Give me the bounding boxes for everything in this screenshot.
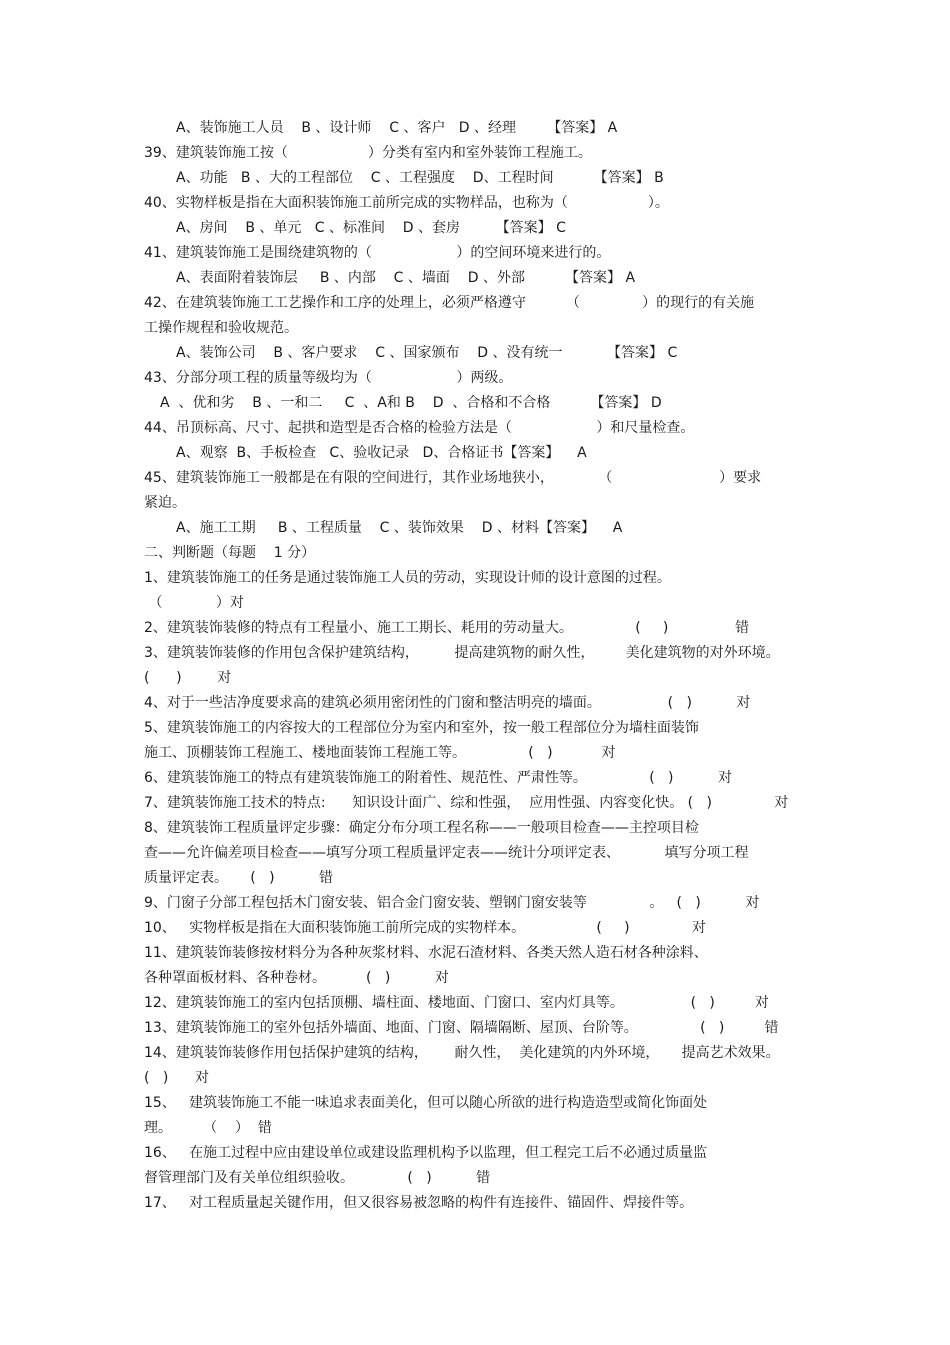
option-line-45: A、施工工期 B 、工程质量 C 、装饰效果 D 、材料【答案】 A <box>176 520 623 536</box>
tf-item-10: 10、 实物样板是指在大面积装饰施工前所完成的实物样本。 ( ) 对 <box>144 920 706 936</box>
tf-item-16-cont: 督管理部门及有关单位组织验收。 ( ) 错 <box>144 1170 491 1186</box>
tf-item-16: 16、 在施工过程中应由建设单位或建设监理机构予以监理，但工程完工后不必通过质量监 <box>144 1145 708 1161</box>
tf-item-14-answer: ( ) 对 <box>144 1070 209 1086</box>
question-39: 39、建筑装饰施工按（ ）分类有室内和室外装饰工程施工。 <box>144 145 592 161</box>
option-line-41: A、表面附着装饰层 B 、内部 C 、墙面 D 、外部 【答案】 A <box>176 270 636 286</box>
question-45-cont: 紧迫。 <box>144 495 186 511</box>
tf-item-3-answer: ( ) 对 <box>144 670 232 686</box>
option-line-38: A、装饰施工人员 B 、设计师 C 、客户 D 、经理 【答案】 A <box>176 120 618 136</box>
option-line-43: A 、优和劣 B 、一和二 C 、A和 B D 、合格和不合格 【答案】 D <box>160 395 662 411</box>
question-43: 43、分部分项工程的质量等级均为（ ）两级。 <box>144 370 513 386</box>
question-45: 45、建筑装饰施工一般都是在有限的空间进行，其作业场地狭小， （ ）要求 <box>144 470 762 486</box>
tf-item-1: 1、建筑装饰施工的任务是通过装饰施工人员的劳动，实现设计师的设计意图的过程。 <box>144 570 671 586</box>
tf-item-8: 8、建筑装饰工程质量评定步骤：确定分布分项工程名称——一般项目检查——主控项目检 <box>144 820 699 836</box>
tf-item-1-answer: （ ）对 <box>144 595 244 611</box>
tf-item-8-answer: 质量评定表。 ( ) 错 <box>144 870 334 886</box>
question-44: 44、吊顶标高、尺寸、起拱和造型是否合格的检验方法是（ ）和尺量检查。 <box>144 420 695 436</box>
tf-item-7: 7、建筑装饰施工技术的特点: 知识设计面广、综和性强， 应用性强、内容变化快。 ( ) 对 <box>144 795 789 811</box>
tf-item-17: 17、 对工程质量起关键作用，但又很容易被忽略的构件有连接件、锚固件、焊接件等。 <box>144 1195 694 1211</box>
tf-item-5: 5、建筑装饰施工的内容按大的工程部位分为室内和室外，按一般工程部位分为墙柱面装饰 <box>144 720 699 736</box>
tf-item-4: 4、对于一些洁净度要求高的建筑必须用密闭性的门窗和整洁明亮的墙面。 ( ) 对 <box>144 695 751 711</box>
tf-item-11-cont: 各种罩面板材料、各种卷材。 ( ) 对 <box>144 970 449 986</box>
option-line-40: A、房间 B 、单元 C 、标准间 D 、套房 【答案】 C <box>176 220 566 236</box>
option-line-39: A、功能 B 、大的工程部位 C 、工程强度 D、工程时间 【答案】 B <box>176 170 664 186</box>
question-42-cont: 工操作规程和验收规范。 <box>144 320 298 336</box>
tf-item-9: 9、门窗子分部工程包括木门窗安装、铝合金门窗安装、塑钢门窗安装等 。 ( ) 对 <box>144 895 760 911</box>
tf-item-5-cont: 施工、顶棚装饰工程施工、楼地面装饰工程施工等。 ( ) 对 <box>144 745 616 761</box>
tf-item-6: 6、建筑装饰施工的特点有建筑装饰施工的附着性、规范性、严肃性等。 ( ) 对 <box>144 770 732 786</box>
section-heading: 二、判断题（每题 1 分） <box>144 545 316 561</box>
tf-item-3: 3、建筑装饰装修的作用包含保护建筑结构， 提高建筑物的耐久性， 美化建筑物的对外环境。 <box>144 645 780 661</box>
tf-item-15: 15、 建筑装饰施工不能一味追求表面美化，但可以随心所欲的进行构造造型或简化饰面处 <box>144 1095 708 1111</box>
option-line-42: A、装饰公司 B 、客户要求 C 、国家颁布 D 、没有统一 【答案】 C <box>176 345 678 361</box>
tf-item-8-cont: 查——允许偏差项目检查——填写分项工程质量评定表——统计分项评定表、 填写分项工程 <box>144 845 749 861</box>
question-42: 42、在建筑装饰施工工艺操作和工序的处理上，必须严格遵守 （ ）的现行的有关施 <box>144 295 755 311</box>
tf-item-12: 12、建筑装饰施工的室内包括顶棚、墙柱面、楼地面、门窗口、室内灯具等。 ( ) 对 <box>144 995 769 1011</box>
tf-item-14: 14、建筑装饰装修作用包括保护建筑的结构， 耐久性， 美化建筑的内外环境， 提高艺术效果。 <box>144 1045 780 1061</box>
tf-item-11: 11、建筑装饰装修按材料分为各种灰浆材料、水泥石渣材料、各类天然人造石材各种涂料、 <box>144 945 708 961</box>
question-41: 41、建筑装饰施工是围绕建筑物的（ ）的空间环境来进行的。 <box>144 245 611 261</box>
tf-item-13: 13、建筑装饰施工的室外包括外墙面、地面、门窗、隔墙隔断、屋顶、台阶等。 ( ) 错 <box>144 1020 779 1036</box>
tf-item-15-cont: 理。 （ ） 错 <box>144 1120 272 1136</box>
tf-item-2: 2、建筑装饰装修的特点有工程量小、施工工期长、耗用的劳动量大。 ( ) 错 <box>144 620 750 636</box>
option-line-44: A、观察 B、手板检查 C、验收记录 D、合格证书【答案】 A <box>176 445 587 461</box>
question-40: 40、实物样板是指在大面积装饰施工前所完成的实物样品，也称为（ ）。 <box>144 195 669 211</box>
